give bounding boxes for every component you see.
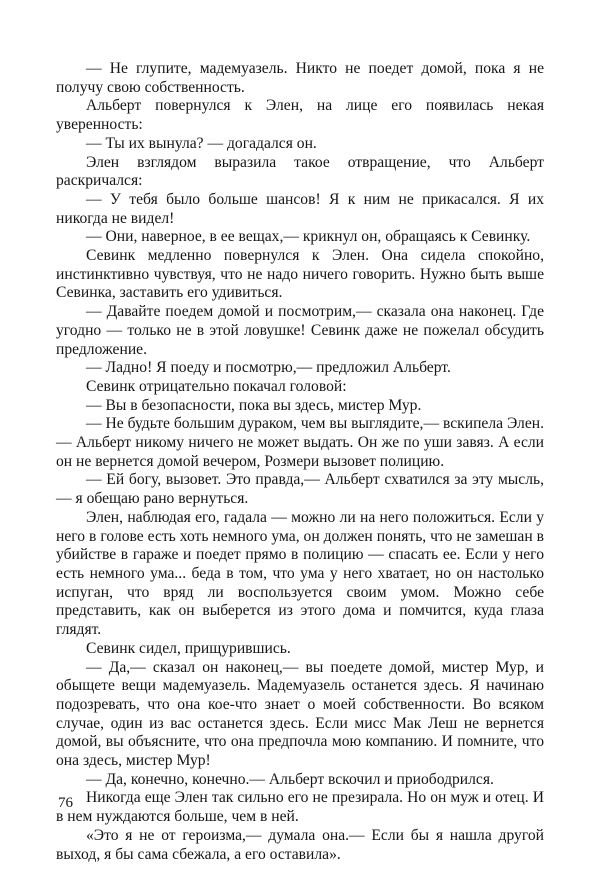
paragraph: — У тебя было больше шансов! Я к ним не прикасался. Я их никогда не видел! (56, 190, 544, 227)
paragraph: Севинк сидел, прищурившись. (86, 639, 291, 657)
paragraph: — Ты их вынула? — догадался он. (86, 134, 317, 152)
paragraph: — Ладно! Я поеду и посмотрю,— предложил Альберт. (86, 359, 451, 377)
paragraph: «Это я не от героизма,— думала она.— Если бы я нашла другой выход, я бы сама сбежала, а его оставила». (56, 826, 544, 863)
paragraph: — Вы в безопасности, пока вы здесь, мистер Мур. (86, 396, 422, 414)
paragraph: — Не будьте большим дураком, чем вы выглядите,— вскипела Элен.— Альберт никому ничего не может выдать. Он же по уши завяз. А если он не вернется домой вечером, Розмери вызовет полицию. (56, 415, 544, 470)
paragraph: — Да,— сказал он наконец,— вы поедете домой, мистер Мур, и обыщете вещи мадемуазель. Мадемуазель останется здесь. Я начинаю подозревать, что она кое-что знает о моей собственности. Во всяком случае, один из вас останется здесь. Если мисс Мак Леш не вернется домой, вы объясните, что она предпочла мою компанию. И помните, что она здесь, мистер Мур! (56, 658, 544, 770)
paragraph: Альберт повернулся к Элен, на лице его появилась некая уверенность: (56, 97, 544, 134)
paragraph: Севинк отрицательно покачал головой: (86, 377, 347, 395)
paragraph: — Не глупите, мадемуазель. Никто не поедет домой, пока я не получу свою собственность. (56, 60, 544, 96)
paragraph: Элен взглядом выразила такое отвращение, что Альберт раскричался: (56, 153, 544, 190)
paragraph: — Давайте поедем домой и посмотрим,— сказала она наконец. Где угодно — только не в этой ловушке! Севинк даже не пожелал обсудить предложение. (56, 303, 544, 358)
page-number: 76 (58, 795, 73, 811)
paragraph: Элен, наблюдая его, гадала — можно ли на него положиться. Если у него в голове есть хоть немного ума, он должен понять, что не замешан в убийстве в гараже и поедет прямо в полицию — спасать ее. Если у него есть немного ума... беда в том, что ума у него хватает, но он настолько испуган, что вряд ли воспользуется своим умом. Можно себе представить, как он выберется из этого дома и помчится, куда глаза глядят. (56, 508, 544, 639)
paragraph: — Они, наверное, в ее вещах,— крикнул он, обращаясь к Севинку. (86, 228, 531, 246)
paragraph: Никогда еще Элен так сильно его не презирала. Но он муж и отец. И в нем нуждаются больше, чем в ней. (56, 789, 544, 826)
paragraph: Севинк медленно повернулся к Элен. Она сидела спокойно, инстинктивно чувствуя, что не надо ничего говорить. Нужно быть выше Севинка, заставить его удивиться. (56, 247, 544, 302)
paragraph: — Да, конечно, конечно.— Альберт вскочил и приободрился. (86, 770, 494, 788)
paragraph: — Ей богу, вызовет. Это правда,— Альберт схватился за эту мысль,— я обещаю рано вернуться. (56, 471, 544, 508)
book-page-text (56, 60, 544, 864)
